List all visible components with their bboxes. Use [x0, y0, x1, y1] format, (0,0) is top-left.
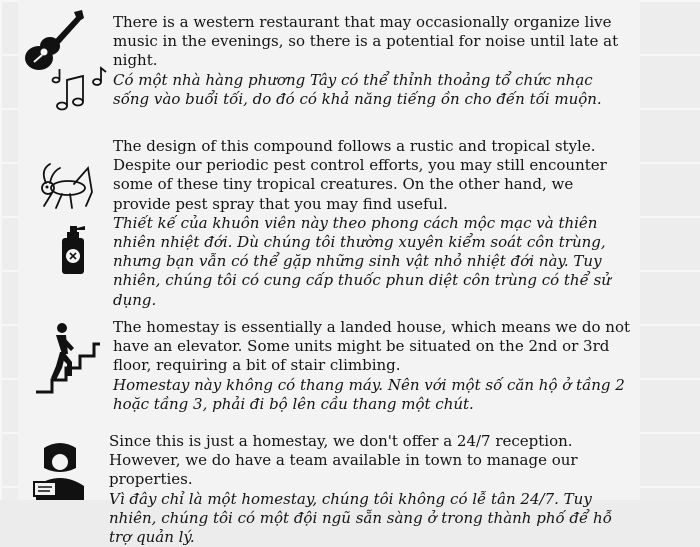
tropical-creatures-english-text: The design of this compound follows a rustic and tropical style. Despite our periodic pest control efforts, you may still encounter some of these tiny tropical creatures. On the other hand, we provide pest spray that you may find useful.: [113, 137, 607, 213]
section-tropical-creatures: [113, 137, 631, 310]
live-music-vietnamese-text: Có một nhà hàng phương Tây có thể thỉnh thoảng tổ chức nhạc sống vào buổi tối, do đó có khả năng tiếng ồn cho đến tối muộn.: [113, 70, 602, 108]
tropical-creatures-vietnamese-text: Thiết kế của khuôn viên này theo phong cách mộc mạc và thiên nhiên nhiệt đới. Dù chúng tôi thường xuyên kiểm soát côn trùng, nhưng bạn vẫn có thể gặp những sinh vật nhỏ nhiệt đới này. Tuy nhiên, chúng tôi có cung cấp thuốc phun diệt côn trùng có thể sử dụng.: [113, 213, 611, 309]
no-reception-vietnamese-text: Vì đây chỉ là một homestay, chúng tôi không có lễ tân 24/7. Tuy nhiên, chúng tôi có một đội ngũ sẵn sàng ở trong thành phố để hỗ trợ quản lý.: [109, 489, 612, 547]
live-music-english-text: There is a western restaurant that may occasionally organize live music in the evenings, so there is a potential for noise until late at night.: [113, 13, 619, 70]
grasshopper-icon: [38, 162, 94, 214]
guitar-icon: [22, 8, 86, 74]
no-reception-english-text: Since this is just a homestay, we don't offer a 24/7 reception. However, we do have a team available in town to manage our properties.: [109, 432, 578, 489]
section-no-elevator: [113, 318, 631, 414]
music-notes-icon: [50, 66, 108, 114]
no-elevator-english-text: The homestay is essentially a landed house, which means we do not have an elevator. Some units might be situated on the 2nd or 3rd floor, requiring a bit of stair climbing.: [113, 318, 631, 375]
bug-spray-icon: [58, 226, 88, 274]
section-live-music: [113, 13, 631, 109]
receptionist-icon: [30, 442, 90, 500]
section-no-reception: [109, 432, 631, 547]
no-elevator-vietnamese-text: Homestay này không có thang máy. Nên với một số căn hộ ở tầng 2 hoặc tầng 3, phải đi bộ lên cầu thang một chút.: [113, 375, 625, 413]
stair-climbing-icon: [34, 322, 102, 396]
